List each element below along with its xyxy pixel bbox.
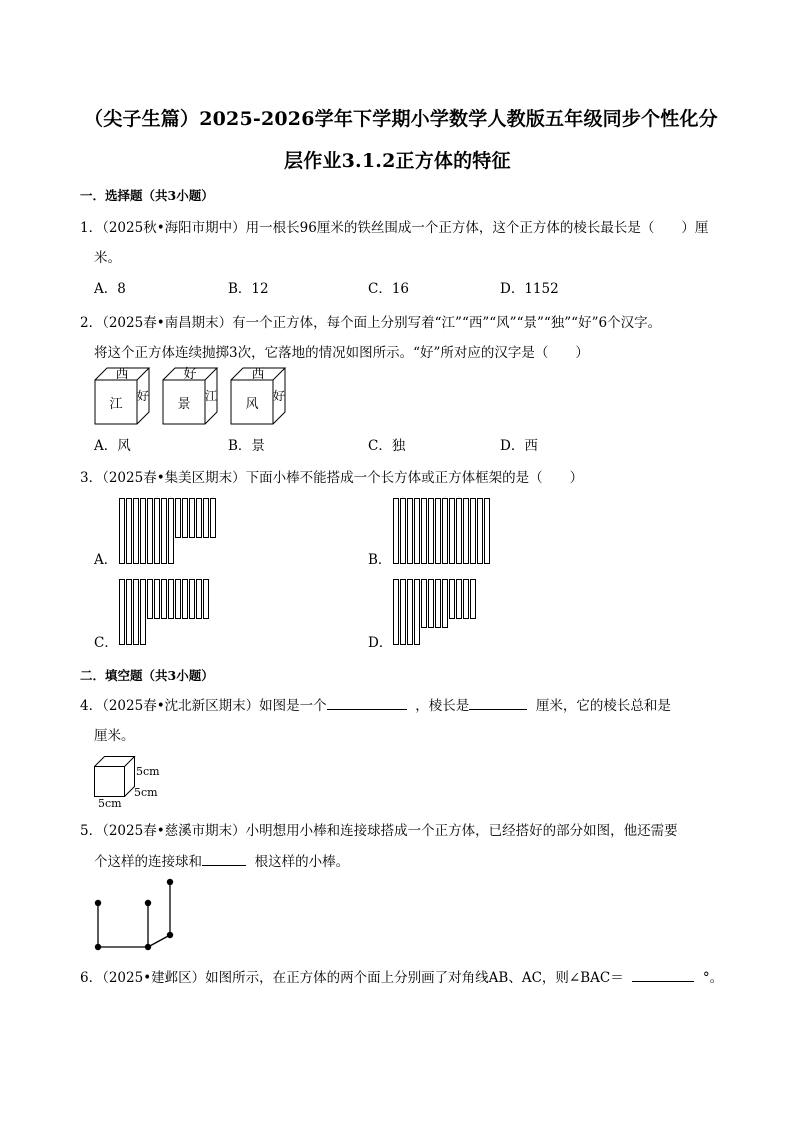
q5-blank-sticks[interactable]: [202, 851, 246, 866]
q5-text-part2b: 根这样的小棒。: [254, 854, 350, 870]
q4-dim-right: 5cm: [136, 765, 160, 778]
q6-blank-angle[interactable]: [632, 967, 694, 982]
q3-option-b-label: B．: [368, 552, 392, 568]
q4-text-part2: ，棱长是: [415, 698, 470, 714]
q3-option-a-label: A．: [94, 552, 118, 568]
q3-option-c-sticks: [118, 578, 222, 646]
q1-text-line1: 1．（2025秋•海阳市期中）用一根长96厘米的铁丝围成一个正方体，这个正方体的棱长最长是（ ）厘: [80, 220, 709, 236]
section-fill-title: 二．填空题（共3小题）: [80, 668, 214, 683]
cube-3-front: 风: [245, 397, 259, 412]
cube-1: [95, 367, 149, 424]
q5-text-line1: 5．（2025春•慈溪市期末）小明想用小棒和连接球搭成一个正方体，已经搭好的部分如图，他还需要: [80, 823, 678, 839]
q5-frame-figure: [88, 875, 188, 955]
q3-option-d-sticks: [392, 578, 496, 646]
cube-3: [231, 367, 285, 424]
q4-text-line1: [80, 694, 671, 714]
page-title-line1: （尖子生篇）2025-2026学年下学期小学数学人教版五年级同步个性化分: [84, 108, 718, 130]
cube-1-top: 西: [115, 367, 129, 382]
section-choice-title: 一．选择题（共3小题）: [80, 188, 214, 203]
q3-option-c-label: C．: [94, 635, 118, 651]
q1-option-b: B．12: [228, 281, 269, 297]
q3-option-a-sticks: [118, 497, 222, 565]
q6-text-part1: 6．（2025•建邺区）如图所示，在正方体的两个面上分别画了对角线AB、AC，则∠BAC＝: [80, 970, 624, 986]
q4-blank-edge-length[interactable]: [469, 695, 527, 710]
q4-text-part3: 厘米，它的棱长总和是: [535, 698, 671, 714]
cube-1-front: 江: [109, 397, 123, 412]
cube-2-side: 江: [204, 389, 218, 403]
q5-text-line2: [94, 850, 349, 870]
q1-option-d: D．1152: [500, 281, 559, 297]
q2-option-c: C．独: [368, 438, 406, 454]
q1-text-line2: 米。: [94, 250, 121, 266]
q5-text-part2a: 个这样的连接球和: [94, 854, 202, 870]
cube-2: [163, 367, 217, 424]
q6-text-part2: °。: [702, 970, 724, 986]
q6-text-line1: [80, 966, 723, 986]
q4-cube-figure: [90, 753, 170, 809]
cube-2-top: 好: [183, 367, 197, 382]
cube-3-side: 好: [272, 389, 286, 403]
q1-option-c: C．16: [368, 281, 410, 297]
q4-text-part1: 4．（2025春•沈北新区期末）如图是一个: [80, 698, 327, 714]
q4-dim-depth: 5cm: [134, 786, 158, 799]
q4-blank-shape[interactable]: [327, 695, 407, 710]
q2-option-b: B．景: [228, 438, 265, 454]
q2-text-line1: 2．（2025春•南昌期末）有一个正方体，每个面上分别写着“江”“西”“风”“景”“独”“好”6个汉字。: [80, 315, 662, 331]
q4-text-line2: 厘米。: [94, 728, 135, 744]
cube-1-side: 好: [136, 389, 150, 403]
q4-dim-bottom: 5cm: [98, 797, 122, 809]
q2-option-d: D．西: [500, 438, 538, 454]
q2-option-a: A．风: [94, 438, 131, 454]
q3-text-line1: 3．（2025春•集美区期末）下面小棒不能搭成一个长方体或正方体框架的是（ ）: [80, 470, 584, 486]
q3-option-d-label: D．: [368, 635, 393, 651]
page-title-line2: 层作业3.1.2正方体的特征: [284, 150, 511, 172]
q2-text-line2: 将这个正方体连续抛掷3次，它落地的情况如图所示。“好”所对应的汉字是（ ）: [94, 345, 589, 361]
cube-3-top: 西: [251, 367, 265, 382]
cube-2-front: 景: [177, 397, 191, 412]
q2-cubes-figure: [90, 362, 300, 428]
q1-option-a: A．8: [94, 281, 126, 297]
q3-option-b-sticks: [392, 497, 496, 565]
